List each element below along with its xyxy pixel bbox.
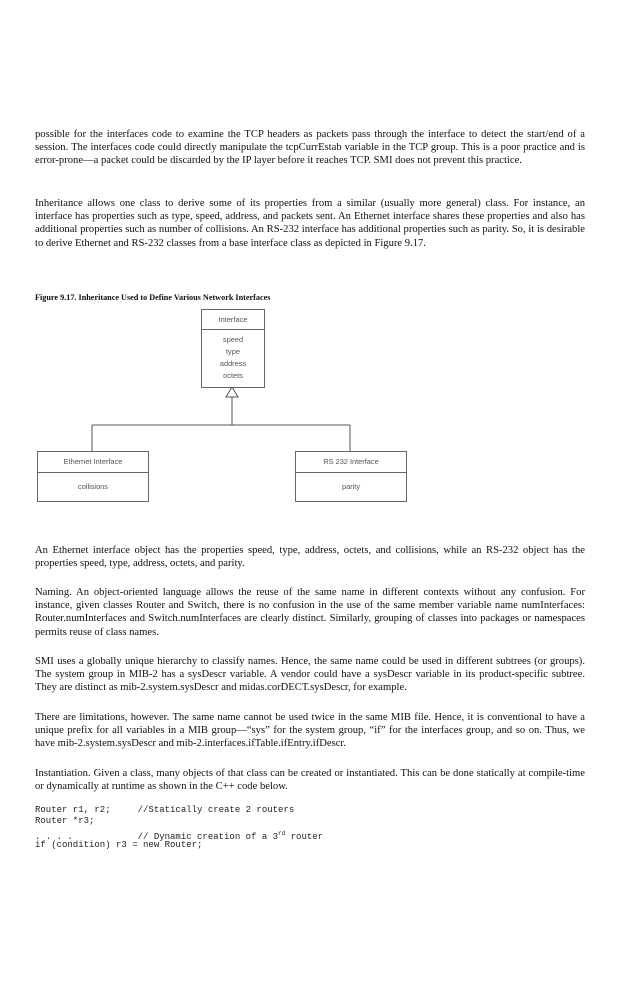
paragraph-smi-hierarchy: SMI uses a globally unique hierarchy to classify names. Hence, the same name could be used in different subtrees (or groups). The system group in MIB-2 has a sysDescr variable. A vendor could have a sysDescr variable in its product-specific subtree. They are distinct as mib-2.system.sysDescr and midas.corDECT.sysDescr, for example.	[35, 656, 585, 694]
paragraph-inheritance: Inheritance allows one class to derive some of its properties from a similar (usually more general) class. For instance, an interface has properties such as type, speed, address, and packets sent. An Ethernet interface shares these properties and also has additional properties such as number of collisions. An RS-232 interface has additional properties such as parity. So, it is desirable to derive Ethernet and RS-232 classes from a base interface class as depicted in Figure 9.17.	[35, 198, 585, 249]
interface-class-name: Interface	[202, 310, 264, 330]
inheritance-arrowhead-icon	[226, 387, 238, 397]
interface-attribute-list	[202, 330, 264, 382]
attribute-octets: octets	[223, 371, 243, 380]
figure-caption: Figure 9.17. Inheritance Used to Define Various Network Interfaces	[35, 293, 271, 302]
paragraph-object-properties: An Ethernet interface object has the properties speed, type, address, octets, and collisions, while an RS-232 object has the properties speed, type, address, octets, and parity.	[35, 545, 585, 570]
paragraph-instantiation: Instantiation. Given a class, many objects of that class can be created or instantiated. This can be done statically at compile-time or dynamically at runtime as shown in the C++ code below.	[35, 768, 585, 793]
code-line-1: Router r1, r2; //Statically create 2 routers	[35, 805, 295, 815]
attribute-collisions: collisions	[78, 482, 108, 491]
ethernet-class-name: Ethernet Interface	[38, 452, 148, 473]
code-line-2: Router *r3;	[35, 816, 95, 826]
ethernet-interface-class-box	[37, 451, 149, 502]
attribute-parity: parity	[341, 482, 361, 491]
rs232-class-name: RS 232 Interface	[296, 452, 406, 473]
interface-class-box	[201, 309, 265, 388]
code-line-3-text: . . . . // Dynamic creation of a 3	[35, 832, 279, 842]
code-line-3-superscript: rd	[278, 830, 286, 837]
paragraph-naming: Naming. An object-oriented language allows the reuse of the same name in different contexts without any confusion. For instance, given classes Router and Switch, there is no confusion in the use of the same member variable name numInterfaces: Router.numInterfaces and Switch.numInterfaces are clearly distinct. Similarly, grouping of classes into packages or namespaces permits reuse of class names.	[35, 587, 585, 638]
attribute-type: type	[226, 347, 240, 356]
attribute-address: address	[219, 359, 247, 368]
rs232-interface-class-box	[295, 451, 407, 502]
code-line-4: if (condition) r3 = new Router;	[35, 840, 203, 850]
paragraph-interfaces-code: possible for the interfaces code to examine the TCP headers as packets pass through the interface to detect the start/end of a session. The interfaces code could directly manipulate the tcpCurrEstab variable in the TCP group. This is a poor practice and is error-prone—a packet could be discarded by the IP layer before it reaches TCP. SMI does not prevent this practice.	[35, 129, 585, 167]
paragraph-limitations: There are limitations, however. The same name cannot be used twice in the same MIB file. Hence, it is conventional to have a unique prefix for all variables in a MIB group—“sys” for the system group, “if” for the interfaces group, and so on. Thus, we have mib-2.system.sysDescr and mib-2.interfaces.ifTable.ifEntry.ifDescr.	[35, 712, 585, 750]
code-line-3-suffix: router	[285, 832, 324, 842]
attribute-speed: speed	[222, 335, 244, 344]
